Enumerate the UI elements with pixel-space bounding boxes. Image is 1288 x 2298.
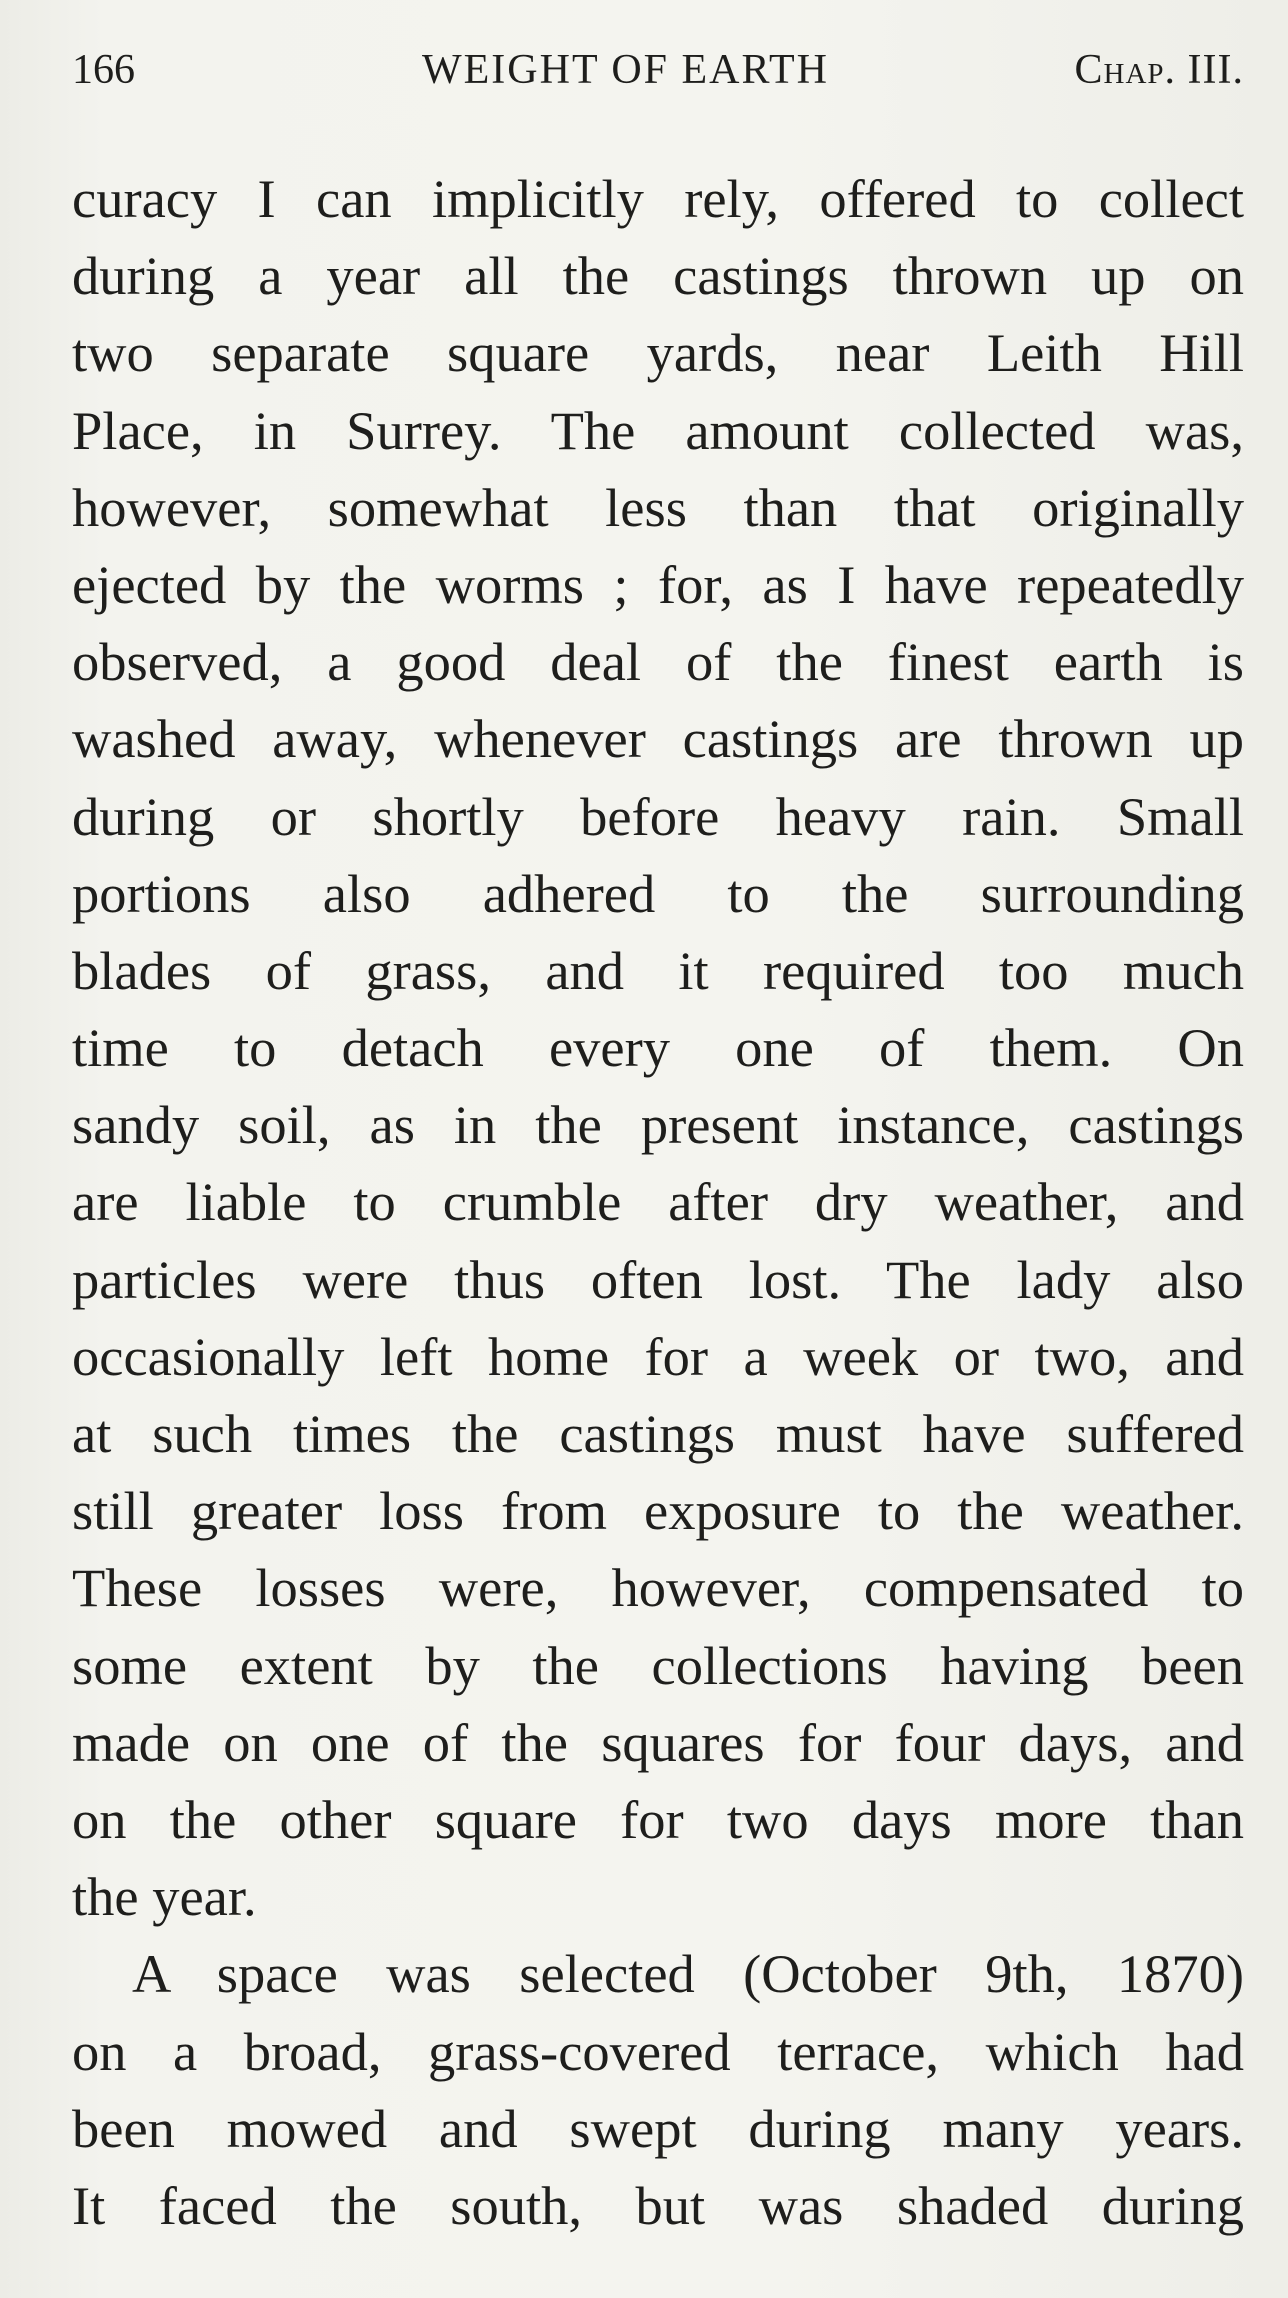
text-line: washed away, whenever castings are thrown up [72,708,1244,770]
running-title: WEIGHT OF EARTH [422,47,829,93]
text-line: curacy I can implicitly rely, offered to collect [72,168,1244,229]
text-line: are liable to crumble after dry weather, and [72,1171,1244,1233]
running-head [72,40,1244,100]
text-line: ejected by the worms ; for, as I have repeatedly [72,553,1244,615]
text-line: some extent by the collections having been [72,1634,1244,1696]
text-line: portions also adhered to the surrounding [72,862,1244,924]
text-line: made on one of the squares for four days, and [72,1711,1244,1773]
chapter-label: Chap. III. [1074,47,1244,93]
text-line: on the other square for two days more than [72,1788,1244,1850]
text-line: during a year all the castings thrown up on [72,245,1244,307]
text-line: been mowed and swept during many years. [72,2097,1244,2159]
text-line: at such times the castings must have suffered [72,1403,1244,1464]
body-text [72,160,1244,2244]
text-line: It faced the south, but was shaded during [72,2174,1244,2236]
text-line: during or shortly before heavy rain. Small [72,785,1244,847]
text-line: blades of grass, and it required too much [72,939,1244,1001]
text-line: observed, a good deal of the finest earth is [72,631,1244,693]
text-line: the year. [72,1866,257,1928]
text-line: Place, in Surrey. The amount collected was, [72,399,1244,461]
text-line: occasionally left home for a week or two, and [72,1325,1244,1387]
paragraph-start-line: A space was selected (October 9th, 1870) [132,1943,1244,2005]
text-line: two separate square yards, near Leith Hill [72,322,1244,384]
text-line: particles were thus often lost. The lady also [72,1248,1244,1310]
page-number: 166 [72,47,135,93]
text-line: still greater loss from exposure to the weather. [72,1480,1244,1542]
text-line: on a broad, grass-covered terrace, which had [72,2020,1244,2082]
text-line: sandy soil, as in the present instance, castings [72,1094,1244,1156]
text-line: These losses were, however, compensated to [72,1557,1244,1619]
text-line: however, somewhat less than that originally [72,476,1244,538]
text-line: time to detach every one of them. On [72,1017,1244,1079]
